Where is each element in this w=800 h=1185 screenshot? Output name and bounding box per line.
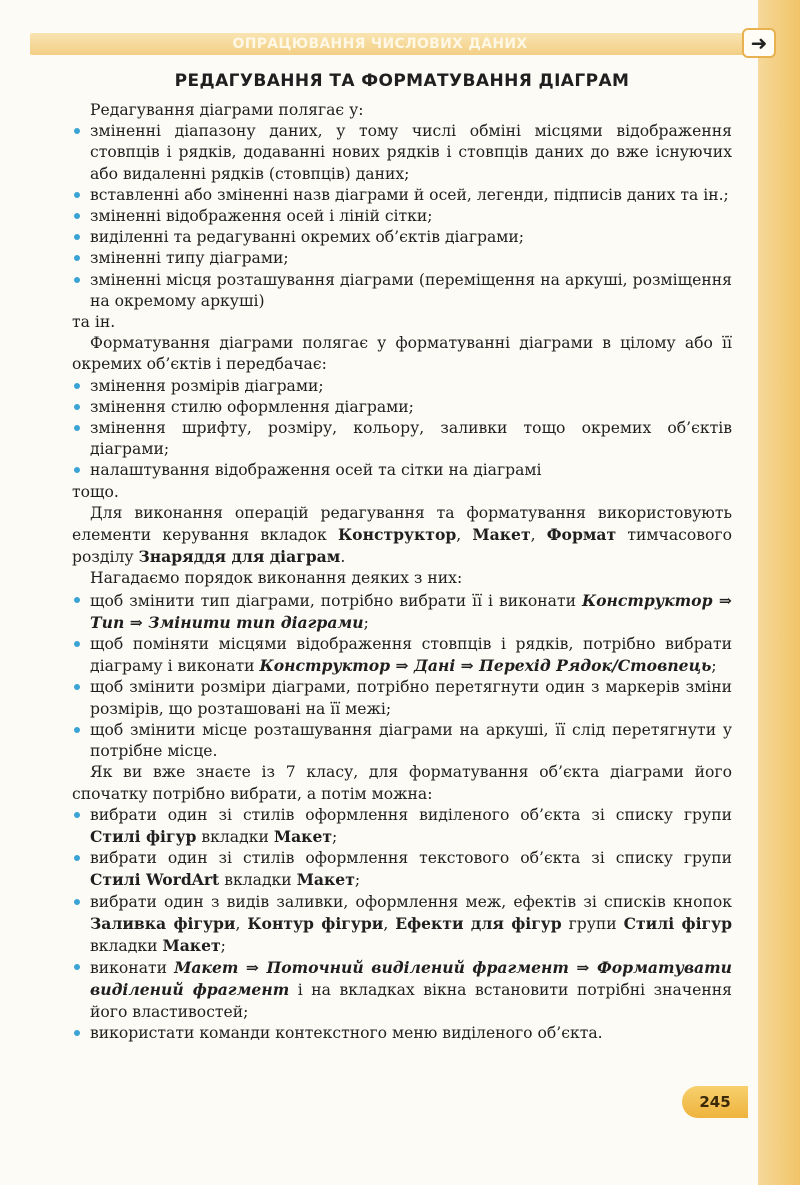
list-item: налаштування відображення осей та сітки на діаграмі [72, 460, 732, 481]
bullet-icon [74, 234, 80, 240]
list-item: зміненні місця розташування діаграми (переміщення на аркуші, розміщення на окремому аркуші) [72, 270, 732, 312]
bullet-icon [74, 641, 80, 647]
section-name: Знаряддя для діаграм [138, 547, 341, 567]
list-item: щоб змінити місце розташування діаграми на аркуші, її слід перетягнути у потрібне місце. [72, 720, 732, 762]
list-item: виділенні та редагуванні окремих об’єктів діаграми; [72, 227, 732, 248]
command-path: Конструктор ⇒ Дані ⇒ Перехід Рядок/Стовпець [259, 656, 712, 676]
list-item: щоб змінити тип діаграми, потрібно вибрати її і виконати Конструктор ⇒ Тип ⇒ Змінити тип діаграми; [72, 590, 732, 634]
list-item: виконати Макет ⇒ Поточний виділений фрагмент ⇒ Форматувати виділений фрагмент і на вкладках вікна встановити потрібні значення його властивостей; [72, 957, 732, 1023]
tools-paragraph: Для виконання операцій редагування та форматування використовують елементи керування вкладок Конструктор, Макет, Формат тимчасового розділу Знаряддя для діаграм. [72, 503, 732, 567]
editing-outro: та ін. [72, 313, 116, 332]
tab-name: Макет [472, 525, 531, 545]
bullet-icon [74, 899, 80, 905]
tab-name: Конструктор [337, 525, 457, 545]
bullet-icon [74, 383, 80, 389]
bullet-icon [74, 964, 80, 970]
bullet-icon [74, 467, 80, 473]
list-item: змінення шрифту, розміру, кольору, заливки тощо окремих об’єктів діаграми; [72, 418, 732, 460]
arrow-right-icon[interactable]: ➜ [742, 28, 776, 58]
bullet-icon [74, 1030, 80, 1036]
list-item: вибрати один з видів заливки, оформлення меж, ефектів зі списків кнопок Заливка фігури, Контур фігури, Ефекти для фігур групи Стилі фігур вкладки Макет; [72, 892, 732, 958]
objects-intro: Як ви вже знаєте із 7 класу, для форматування об’єкта діаграми його спочатку потрібно вибрати, а потім можна: [72, 763, 732, 803]
editing-list [72, 121, 732, 312]
command-path: Макет ⇒ Поточний виділений фрагмент ⇒ Форматувати виділений фрагмент [90, 958, 733, 1000]
procedures-list [72, 590, 732, 763]
bullet-icon [74, 213, 80, 219]
formatting-intro: Форматування діаграми полягає у форматуванні діаграми в цілому або її окремих об’єктів і передбачає: [72, 334, 732, 374]
bullet-icon [74, 812, 80, 818]
list-item: вибрати один зі стилів оформлення текстового об’єкта зі списку групи Стилі WordArt вкладки Макет; [72, 848, 732, 891]
list-item: використати команди контекстного меню виділеного об’єкта. [72, 1023, 732, 1044]
list-item: змінення стилю оформлення діаграми; [72, 397, 732, 418]
page-number: 245 [682, 1086, 748, 1118]
bullet-icon [74, 597, 80, 603]
bullet-icon [74, 855, 80, 861]
list-item: вибрати один зі стилів оформлення виділеного об’єкта зі списку групи Стилі фігур вкладки Макет; [72, 805, 732, 848]
section-title: ОПРАЦЮВАННЯ ЧИСЛОВИХ ДАНИХ [232, 36, 528, 52]
list-item: зміненні типу діаграми; [72, 248, 732, 269]
list-item: щоб поміняти місцями відображення стовпців і рядків, потрібно вибрати діаграму і виконати Конструктор ⇒ Дані ⇒ Перехід Рядок/Стовпець; [72, 634, 732, 677]
page-heading: РЕДАГУВАННЯ ТА ФОРМАТУВАННЯ ДІАГРАМ [174, 71, 630, 91]
bullet-icon [74, 277, 80, 283]
bullet-icon [74, 425, 80, 431]
bullet-icon [74, 404, 80, 410]
procedures-intro: Нагадаємо порядок виконання деяких з них: [90, 569, 463, 588]
command-path: Конструктор ⇒ Тип ⇒ Змінити тип діаграми [90, 590, 732, 632]
bullet-icon [74, 684, 80, 690]
tab-name: Формат [546, 525, 617, 545]
objects-list [72, 805, 732, 1044]
side-decoration-bar [758, 0, 800, 1185]
formatting-outro: тощо. [72, 482, 119, 501]
bullet-icon [74, 192, 80, 198]
bullet-icon [74, 255, 80, 261]
page-content [72, 68, 732, 1044]
list-item: зміненні діапазону даних, у тому числі обміні місцями відображення стовпців і рядків, додаванні нових рядків і стовпців даних до вже існуючих або видаленні рядків (стовпців) даних; [72, 121, 732, 185]
list-item: щоб змінити розміри діаграми, потрібно перетягнути один з маркерів зміни розмірів, що розташовані на її межі; [72, 677, 732, 719]
list-item: зміненні відображення осей і ліній сітки; [72, 206, 732, 227]
list-item: змінення розмірів діаграми; [72, 376, 732, 397]
bullet-icon [74, 727, 80, 733]
list-item: вставленні або зміненні назв діаграми й осей, легенди, підписів даних та ін.; [72, 185, 732, 206]
bullet-icon [74, 128, 80, 134]
formatting-list [72, 376, 732, 482]
editing-intro: Редагування діаграми полягає у: [90, 101, 364, 119]
